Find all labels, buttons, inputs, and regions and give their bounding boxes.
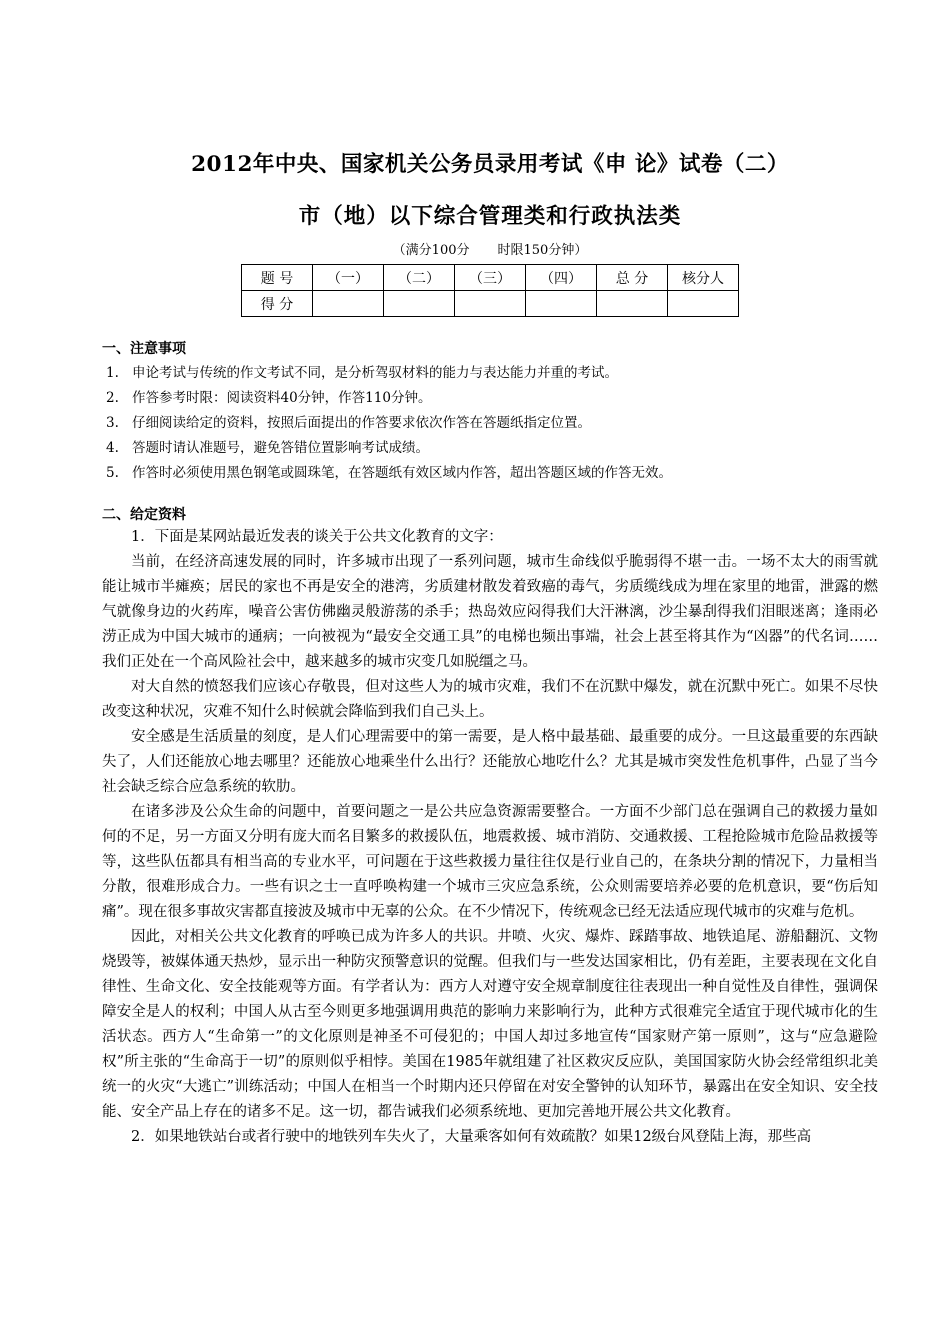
- notice-list: [102, 361, 878, 486]
- notice-text: 作答参考时限：阅读资料40分钟，作答110分钟。: [132, 390, 432, 406]
- score-cell-empty: [455, 291, 526, 317]
- score-table: [241, 264, 739, 317]
- list-item: [102, 461, 878, 486]
- material-paragraph: 当前，在经济高速发展的同时，许多城市出现了一系列问题，城市生命线似乎脆弱得不堪一击。一场不太大的雨雪就能让城市半瘫痪；居民的家也不再是安全的港湾，劣质建材散发着致癌的毒气，劣质缆线成为埋在家里的地雷，泄露的燃气就像身边的火药库，噪音公害仿佛幽灵般游荡的杀手；热岛效应闷得我们大汗淋漓，沙尘暴刮得我们泪眼迷离；逢雨必涝正成为中国大城市的通病；一向被视为“最安全交通工具”的电梯也频出事端，社会上甚至将其作为“凶器”的代名词……我们正处在一个高风险社会中，越来越多的城市灾变几如脱缰之马。: [102, 554, 878, 670]
- score-table-score-row: [242, 291, 739, 317]
- score-table-cell: （一）: [313, 265, 384, 291]
- list-item: [102, 436, 878, 461]
- exam-meta: [102, 242, 878, 260]
- material-paragraph: 2．如果地铁站台或者行驶中的地铁列车失火了，大量乘客如何有效疏散？如果12级台风登陆上海，那些高: [131, 1129, 812, 1145]
- notice-num: 1.: [106, 365, 119, 381]
- list-item: [102, 411, 878, 436]
- notice-text: 申论考试与传统的作文考试不同，是分析驾驭材料的能力与表达能力并重的考试。: [132, 365, 618, 381]
- exam-subtitle: 市（地）以下综合管理类和行政执法类: [298, 204, 682, 229]
- notice-heading: 一、注意事项: [102, 341, 186, 357]
- notice-num: 4.: [106, 440, 119, 456]
- notice-num: 5.: [106, 465, 119, 481]
- score-table-cell: （四）: [526, 265, 597, 291]
- score-table-cell: （三）: [455, 265, 526, 291]
- score-table-cell: 核分人: [668, 265, 739, 291]
- material-paragraph: 安全感是生活质量的刻度，是人们心理需要中的第一需要，是人格中最基础、最重要的成分。一旦这最重要的东西缺失了，人们还能放心地去哪里？还能放心地乘坐什么出行？还能放心地吃什么？尤其是城市突发性危机事件，凸显了当今社会缺乏综合应急系统的软肋。: [102, 729, 878, 795]
- time-limit-text: 时限150分钟）: [497, 243, 588, 258]
- score-table-cell: 题 号: [242, 265, 313, 291]
- notice-text: 作答时必须使用黑色钢笔或圆珠笔，在答题纸有效区域内作答，超出答题区域的作答无效。: [132, 465, 672, 481]
- list-item: [102, 386, 878, 411]
- score-row-label: 得 分: [242, 291, 313, 317]
- material-paragraph: 对大自然的愤怒我们应该心存敬畏，但对这些人为的城市灾难，我们不在沉默中爆发，就在沉默中死亡。如果不尽快改变这种状况，灾难不知什么时候就会降临到我们自己头上。: [102, 679, 878, 720]
- score-cell-empty: [668, 291, 739, 317]
- notice-text: 仔细阅读给定的资料，按照后面提出的作答要求依次作答在答题纸指定位置。: [132, 415, 591, 431]
- score-cell-empty: [526, 291, 597, 317]
- material-paragraph: 因此，对相关公共文化教育的呼唤已成为许多人的共识。井喷、火灾、爆炸、踩踏事故、地铁追尾、游船翻沉、文物烧毁等，被媒体通天热炒，显示出一种防灾预警意识的觉醒。但我们与一些发达国家相比，仍有差距，主要表现在文化自律性、生命文化、安全技能观等方面。有学者认为：西方人对遵守安全规章制度往往表现出一种自觉性及自律性，强调保障安全是人的权利；中国人从古至今则更多地强调用典范的影响力来影响行为，此种方式很难完全适宜于现代城市化的生活状态。西方人“生命第一”的文化原则是神圣不可侵犯的；中国人却过多地宣传“国家财产第一原则”，这与“应急避险权”所主张的“生命高于一切”的原则似乎相悖。美国在1985年就组建了社区救灾反应队，美国国家防火协会经常组织北美统一的火灾“大逃亡”训练活动；中国人在相当一个时期内还只停留在对安全警钟的认知环节，暴露出在安全知识、安全技能、安全产品上存在的诸多不足。这一切，都告诫我们必须系统地、更加完善地开展公共文化教育。: [102, 929, 878, 1120]
- full-score-text: （满分100分: [392, 243, 470, 258]
- materials-heading: 二、给定资料: [102, 507, 186, 523]
- material-paragraph: 在诸多涉及公众生命的问题中，首要问题之一是公共应急资源需要整合。一方面不少部门总在强调自己的救援力量如何的不足，另一方面又分明有庞大而名目繁多的救援队伍，地震救援、城市消防、交通救援、工程抢险城市危险品救援等等，这些队伍都具有相当高的专业水平，可问题在于这些救援力量往往仅是行业自己的，在条块分割的情况下，力量相当分散，很难形成合力。一些有识之士一直呼唤构建一个城市三灾应急系统，公众则需要培养必要的危机意识，要“伤后知痛”。现在很多事故灾害都直接波及城市中无辜的公众。在不少情况下，传统观念已经无法适应现代城市的灾难与危机。: [102, 804, 878, 920]
- exam-page: [102, 150, 878, 1150]
- notice-text: 答题时请认准题号，避免答错位置影响考试成绩。: [132, 440, 429, 456]
- notice-num: 3.: [106, 415, 119, 431]
- list-item: [102, 361, 878, 386]
- material-paragraph: 1．下面是某网站最近发表的谈关于公共文化教育的文字：: [131, 529, 503, 545]
- score-table-cell: 总 分: [597, 265, 668, 291]
- score-table-cell: （二）: [384, 265, 455, 291]
- notice-num: 2.: [106, 390, 119, 406]
- exam-title: 2012年中央、国家机关公务员录用考试《申 论》试卷（二）: [191, 152, 789, 177]
- score-cell-empty: [384, 291, 455, 317]
- score-cell-empty: [313, 291, 384, 317]
- score-table-header-row: [242, 265, 739, 291]
- score-cell-empty: [597, 291, 668, 317]
